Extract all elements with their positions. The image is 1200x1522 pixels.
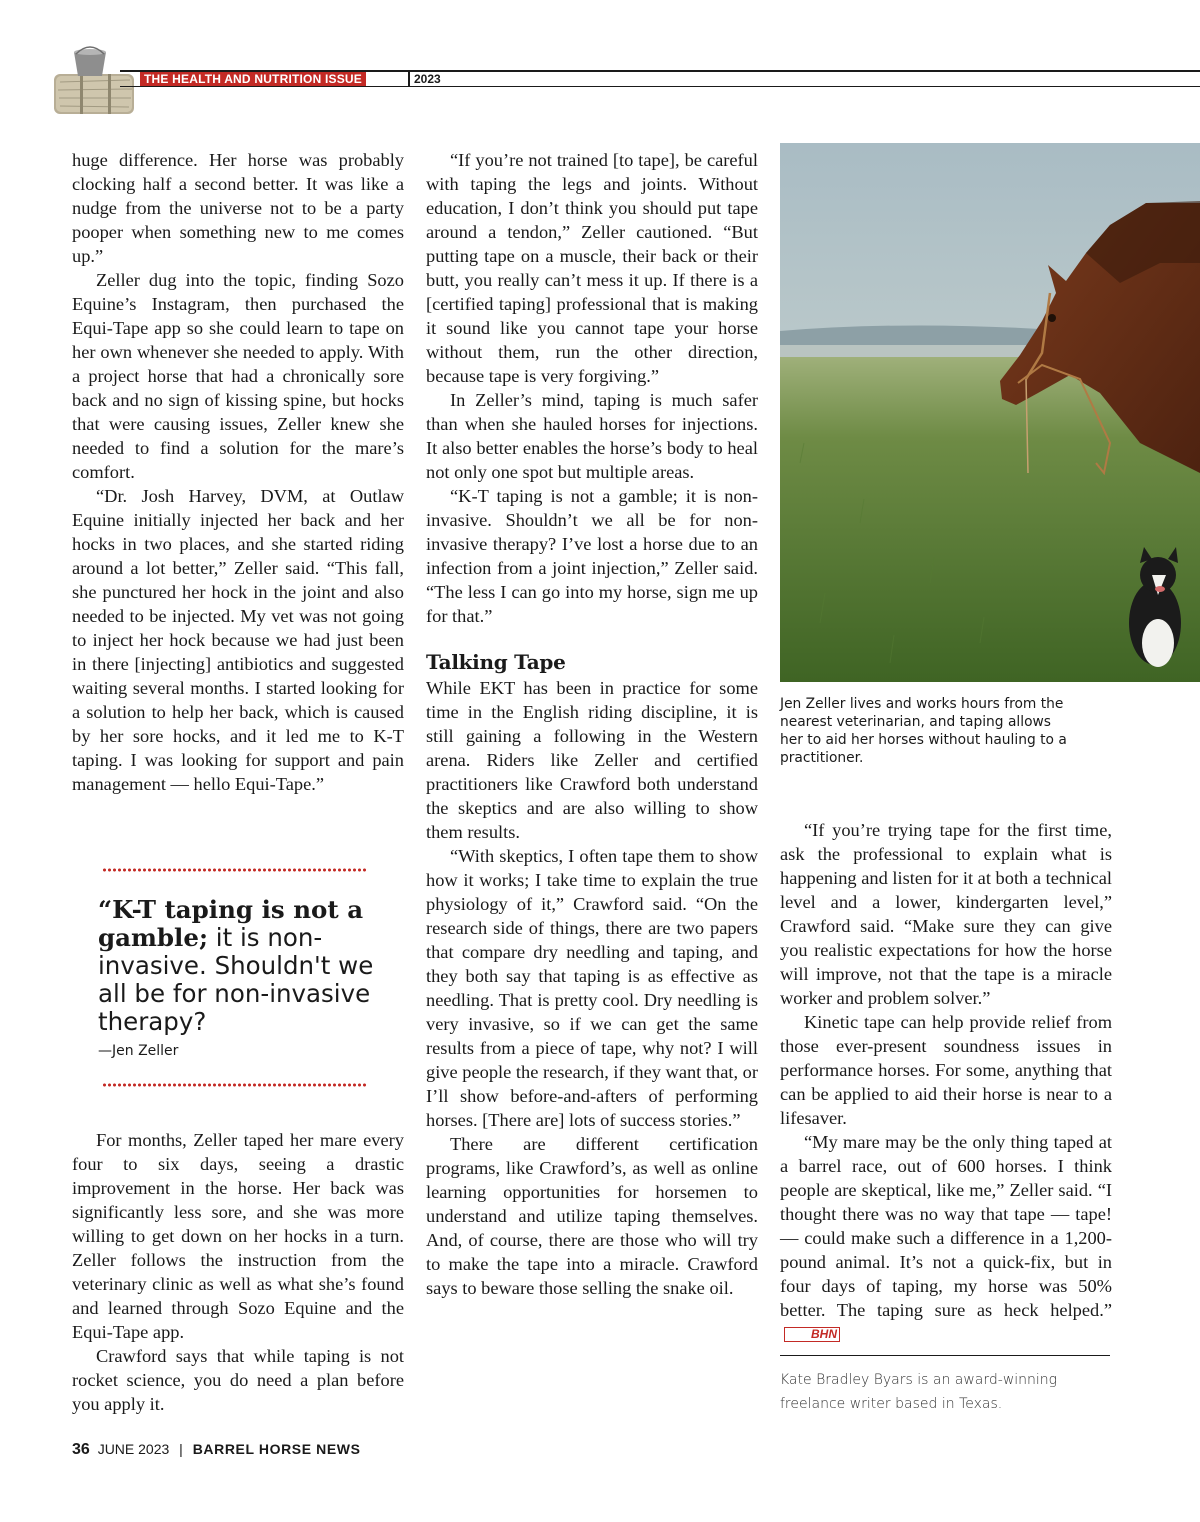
bio-rule (780, 1355, 1110, 1356)
footer-date: JUNE 2023 (97, 1441, 170, 1457)
page-footer (72, 1441, 361, 1459)
paragraph: “With skeptics, I often tape them to show how it works; I take time to explain the true physiology of it,” Crawford said. “On the research side of things, there are two papers that compare dry needling and taping, and they both say that taping is as effective as needling. That is pretty cool. Dry needling is very invasive, so if we can get the same results from a piece of tape, why not? I will give people the research, if they want that, or I’ll show before-and-afters of performing horses. [There are] lots of success stories.” (426, 846, 758, 1130)
pull-quote-dotted-rule-top (102, 868, 368, 872)
paragraph: huge difference. Her horse was probably clocking half a second better. It was like a nudge from the universe not to be a party pooper when something new to me comes up.” (72, 150, 404, 266)
paragraph: Kinetic tape can help provide relief from those ever-present soundness issues in performance horses. For some, anything that can be applied to aid their horse is near to a lifesaver. (780, 1012, 1112, 1128)
column-3 (780, 818, 1112, 1346)
paragraph: Crawford says that while taping is not rocket science, you do need a plan before you apply it. (72, 1346, 404, 1414)
hay-bale-bucket-icon (50, 46, 142, 116)
column-2 (426, 148, 758, 1300)
pull-quote (98, 896, 388, 1036)
column-1-bottom (72, 1128, 404, 1416)
paragraph: There are different certification programs, like Crawford’s, as well as online learning opportunities for horsemen to understand and utilize taping themselves. And, of course, there are those who will try to make the tape into a miracle. Crawford says to beware those selling the snake oil. (426, 1134, 758, 1298)
paragraph: In Zeller’s mind, taping is much safer than when she hauled horses for injections. It also better enables the horse’s body to heal not only one spot but multiple areas. (426, 390, 758, 482)
author-bio: Kate Bradley Byars is an award-winning freelance writer based in Texas. (780, 1372, 1058, 1412)
pull-quote-rest: it is non-invasive. Shouldn't we all be for non-invasive therapy? (98, 923, 374, 1036)
paragraph: “K-T taping is not a gamble; it is non-invasive. Shouldn’t we all be for non-invasive therapy? I’ve lost a horse due to an infection from a joint injection,” Zeller said. “The less I can go into my horse, sign me up for that.” (426, 486, 758, 626)
pull-quote-dotted-rule-bottom (102, 1083, 368, 1087)
section-subhead: Talking Tape (426, 650, 566, 674)
paragraph: Zeller dug into the topic, finding Sozo Equine’s Instagram, then purchased the Equi-Tape app so she could learn to tape on her own whenever she needed to apply. With a project horse that had a chronically sore back and no sign of kissing spine, but hocks that were causing issues, Zeller knew she needed to find a solution for the mare’s comfort. (72, 270, 404, 482)
paragraph: “Dr. Josh Harvey, DVM, at Outlaw Equine initially injected her back and her hocks in two places, and she started riding around a lot better,” Zeller said. “This fall, she punctured her hock in the joint and also needed to be injected. My vet was not going to inject her hock because we had just been in there [injecting] antibiotics and suggested waiting several months. I started looking for a solution to help her back, which is caused by her sore hocks, and it led me to K-T taping. I was looking for support and pain management — hello Equi-Tape.” (72, 486, 404, 794)
paragraph: “If you’re trying tape for the first time, ask the professional to explain what is happening and listen for it at both a technical level and a lower, kindergarten level,” Crawford said. “Make sure they can give you realistic expectations for how the horse will improve, not that the tape is a miracle worker and problem solver.” (780, 820, 1112, 1008)
paragraph: While EKT has been in practice for some time in the English riding discipline, it is still gaining a following in the Western arena. Riders like Zeller and certified practitioners like Crawford both understand the skeptics and are also willing to show them results. (426, 678, 758, 842)
publication-name: BARREL HORSE NEWS (192, 1441, 361, 1457)
pull-quote-bold: “K-T taping is not a gamble; (98, 895, 364, 952)
page-number: 36 (72, 1441, 90, 1458)
paragraph: For months, Zeller taped her mare every four to six days, seeing a drastic improvement in the horse. Her back was significantly less sore, and she was more willing to get down on her hocks in a turn. Zeller follows the instruction from the veterinary clinic as well as what she’s found and learned through Sozo Equine and the Equi-Tape app. (72, 1130, 404, 1342)
issue-year: 2023 (408, 72, 445, 86)
final-paragraph-text: “My mare may be the only thing taped at a barrel race, out of 600 horses. I think people are skeptical, like me,” Zeller said. “I thought there was no way that tape — tape! — could make such a difference in a 1,200-pound animal. It’s not a quick-fix, but in four days of taping, my horse was 50% better. The taping sure as heck helped.” (780, 1132, 1112, 1320)
paragraph-final (780, 1130, 1112, 1346)
horse-and-dog-photo (780, 143, 1200, 682)
header-rule-bottom (120, 86, 1200, 87)
pull-quote-attribution: —Jen Zeller (98, 1043, 179, 1059)
paragraph: “If you’re not trained [to tape], be careful with taping the legs and joints. Without education, I don’t think you should put tape around a tendon,” Zeller cautioned. “But putting tape on a muscle, their back or their butt, you really can’t mess it up. If there is a [certified taping] professional that is making it sound like you cannot tape your horse without them, run the other direction, because tape is very forgiving.” (426, 150, 758, 386)
bhn-end-mark-icon: BHN (784, 1327, 840, 1342)
footer-separator: | (179, 1441, 183, 1457)
issue-tag: THE HEALTH AND NUTRITION ISSUE (140, 72, 366, 86)
column-1-top (72, 148, 404, 796)
photo-caption: Jen Zeller lives and works hours from the nearest veterinarian, and taping allows her to aid her horses without hauling to a practitioner. (780, 696, 1067, 766)
